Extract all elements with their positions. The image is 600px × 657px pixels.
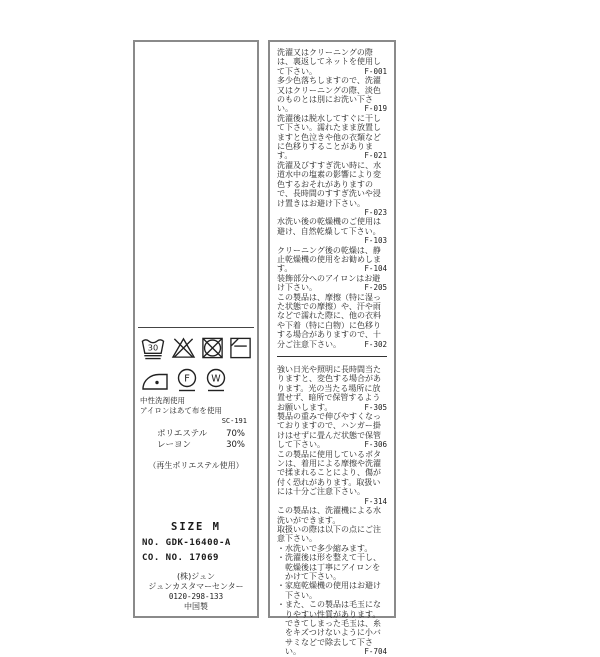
no-bleach-icon bbox=[171, 336, 196, 360]
instruction-text: この製品に使用しているボタンは、着用による摩擦や洗濯で揉まれることにより、傷が付く恐れがあります。取扱いには十分ご注意下さい。 bbox=[277, 449, 381, 497]
dry-clean-F-gentle-icon bbox=[175, 368, 199, 393]
instruction-text: ・洗濯後は形を整えて干し、乾燥後は丁寧にアイロンをかけて下さい。 bbox=[277, 553, 381, 581]
instruction-item bbox=[277, 76, 387, 114]
fabric-composition bbox=[135, 429, 257, 451]
instruction-code: F-314 bbox=[364, 496, 387, 506]
maker-block bbox=[135, 572, 257, 612]
recycled-note: （再生ポリエステル使用） bbox=[148, 461, 244, 470]
co-number: CO. NO. 17069 bbox=[142, 553, 219, 563]
care-instructions-block-2 bbox=[277, 365, 387, 657]
instruction-code: F-302 bbox=[364, 339, 387, 349]
instruction-code: F-103 bbox=[364, 236, 387, 246]
instruction-item bbox=[277, 506, 387, 525]
company-name: (株)ジュン bbox=[176, 572, 216, 581]
material-name: レーヨン bbox=[157, 440, 192, 450]
care-instructions-block-1 bbox=[277, 48, 387, 349]
care-label-left-panel bbox=[133, 40, 259, 618]
instruction-code: F-306 bbox=[364, 440, 387, 450]
size-label: SIZE M bbox=[171, 521, 221, 533]
instruction-item bbox=[277, 48, 387, 76]
left-panel-divider bbox=[138, 327, 254, 328]
instruction-text: 水洗い後の乾燥機のご使用は避け、自然乾燥して下さい。 bbox=[277, 217, 381, 236]
wash-temp-label: 30 bbox=[147, 342, 159, 353]
iron-cloth-note: アイロンはあて布を使用 bbox=[140, 405, 222, 415]
customer-center: ジュンカスタマーセンター bbox=[148, 582, 244, 591]
sc-code: SC-191 bbox=[221, 417, 247, 425]
instruction-code: F-305 bbox=[364, 402, 387, 412]
instruction-text: 強い日光や照明に長時間当たりますと、変色する場合があります。光の当たる場所に放置せず、暗所で保管するようお願いします。 bbox=[277, 365, 381, 412]
phone-number: 0120-298-133 bbox=[168, 592, 224, 601]
wet-clean-letter: W bbox=[211, 373, 221, 385]
instruction-text: クリーニング後の乾燥は、静止乾燥機の使用をお勧めします。 bbox=[277, 245, 381, 274]
instruction-text: 洗濯及びすすぎ洗い時に、水道水中の塩素の影響により変色するおそれがありますので、長時間のすすぎ洗いや浸け置きはお避け下さい。 bbox=[277, 160, 382, 208]
item-number: NO. GDK-16400-A bbox=[142, 538, 231, 548]
material-percent: 70% bbox=[226, 429, 245, 439]
instruction-code: F-001 bbox=[364, 66, 387, 76]
instruction-text: 製品の重みで伸びやすくなっておりますので、ハンガー掛けはせずに畳んだ状態で保管して下さい。 bbox=[277, 412, 381, 450]
instruction-item bbox=[277, 274, 387, 293]
instruction-code: F-019 bbox=[364, 104, 387, 114]
material-percent: 30% bbox=[226, 440, 245, 450]
dry-clean-letter: F bbox=[184, 373, 190, 385]
detergent-note: 中性洗剤使用 bbox=[140, 396, 185, 405]
instruction-text: この製品は、洗濯機による水洗いができます。 bbox=[277, 506, 381, 525]
instruction-text: ・水洗いで多少縮みます。 bbox=[277, 543, 373, 553]
instruction-item bbox=[277, 246, 387, 274]
instruction-item bbox=[277, 600, 387, 656]
instruction-item bbox=[277, 217, 387, 245]
flat-dry-in-shade-icon bbox=[229, 336, 252, 360]
instruction-code: F-021 bbox=[364, 151, 387, 161]
care-instructions bbox=[270, 42, 394, 657]
instruction-text: ・また、この製品は毛玉になりやすい性質があります。できてしまった毛玉は、糸をキズつけないように小バサミなどで除去して下さい。 bbox=[277, 600, 381, 657]
fabric-composition-row bbox=[135, 429, 257, 440]
instruction-text: 装飾部分へのアイロンはお避け下さい。 bbox=[277, 273, 381, 293]
instruction-item bbox=[277, 581, 387, 600]
instruction-item bbox=[277, 544, 387, 553]
instruction-code: F-104 bbox=[364, 264, 387, 274]
care-label-right-panel bbox=[268, 40, 396, 657]
machine-wash-30-icon bbox=[140, 335, 166, 361]
instruction-item bbox=[277, 293, 387, 349]
wash-symbols-row-2 bbox=[135, 368, 257, 393]
fabric-composition-row bbox=[135, 440, 257, 451]
instruction-item bbox=[277, 412, 387, 450]
no-tumble-dry-icon bbox=[201, 336, 224, 360]
instruction-item bbox=[277, 553, 387, 581]
instruction-item bbox=[277, 525, 387, 544]
material-name: ポリエステル bbox=[157, 429, 208, 439]
instruction-text: 多少色落ちしますので、洗濯又はクリーニングの際、淡色のものとは別にお洗い下さい。 bbox=[277, 76, 381, 114]
instruction-text: ・家庭乾燥機の使用はお避け下さい。 bbox=[277, 581, 381, 600]
instruction-item bbox=[277, 161, 387, 217]
instruction-text: 取扱いの際は以下の点にご注意下さい。 bbox=[277, 524, 381, 544]
instruction-text: 洗濯後は脱水してすぐに干して下さい。濡れたまま放置しますと色泣きや他の衣類などに色移りすることがあります。 bbox=[277, 113, 381, 161]
country-of-origin: 中国製 bbox=[184, 602, 208, 611]
instruction-item bbox=[277, 450, 387, 506]
instruction-code: F-023 bbox=[364, 207, 387, 217]
wash-symbols-row-1 bbox=[135, 335, 257, 361]
iron-low-heat-icon bbox=[140, 370, 170, 392]
instruction-item bbox=[277, 365, 387, 412]
instruction-code: F-205 bbox=[364, 283, 387, 293]
instruction-item bbox=[277, 114, 387, 161]
instruction-code: F-704 bbox=[364, 647, 387, 657]
instruction-text: この製品は、摩擦（特に湿った状態での摩擦）や、汗や雨などで濡れた際に、他の衣料や下着（特に白物）に色移りする場合がありますので、十分ご注意下さい。 bbox=[277, 292, 381, 349]
instruction-text: 洗濯又はクリーニングの際は、裏返してネットを使用して下さい。 bbox=[277, 48, 381, 76]
right-panel-divider bbox=[277, 356, 387, 357]
wet-clean-gentle-icon bbox=[204, 368, 228, 393]
